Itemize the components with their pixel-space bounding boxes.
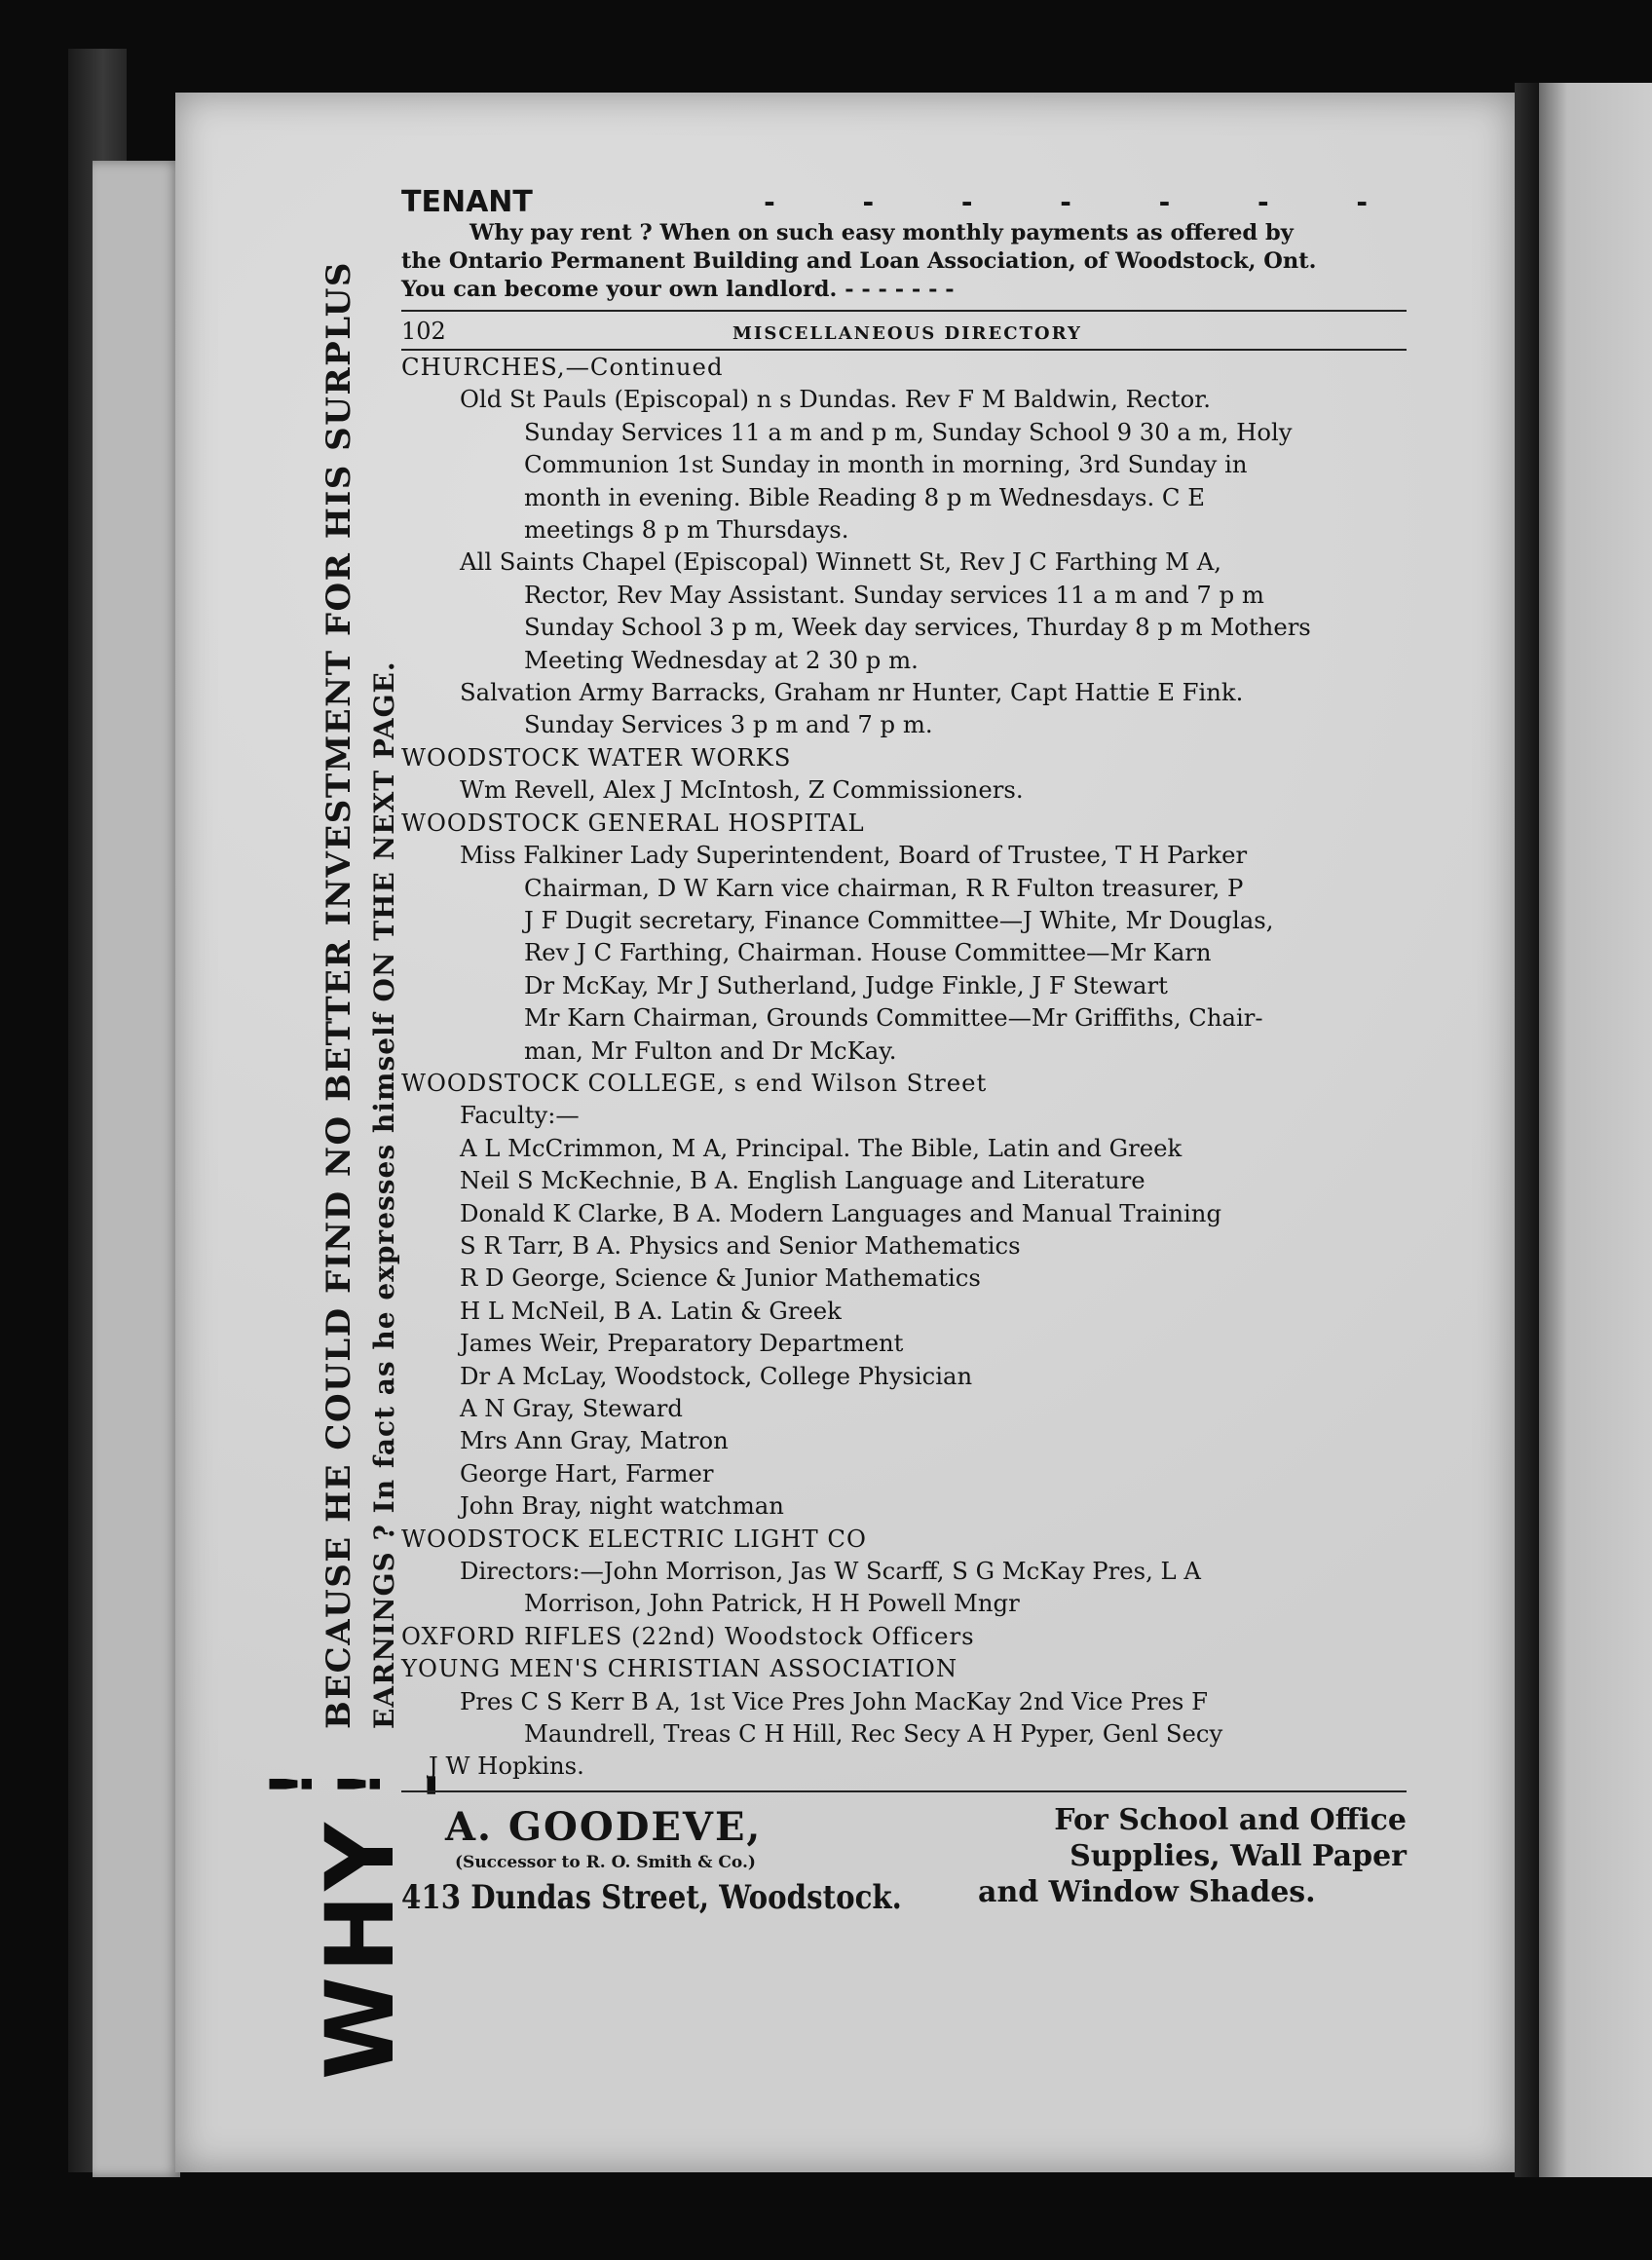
tenant-heading: TENANT xyxy=(401,185,533,219)
directory-heading: OXFORD RIFLES (22nd) Woodstock Officers xyxy=(401,1621,975,1650)
directory-line: Wm Revell, Alex J McIntosh, Z Commissioners. xyxy=(460,775,1024,805)
page-number: 102 xyxy=(401,318,446,345)
running-head-title: MISCELLANEOUS DIRECTORY xyxy=(732,323,1082,344)
directory-line: Pres C S Kerr B A, 1st Vice Pres John MacKay 2nd Vice Pres F xyxy=(460,1686,1208,1715)
directory-listing xyxy=(401,351,1407,1783)
directory-line: Communion 1st Sunday in month in morning, 3rd Sunday in xyxy=(524,450,1248,479)
directory-line: Rev J C Farthing, Chairman. House Committee—Mr Karn xyxy=(524,938,1212,967)
directory-line: Salvation Army Barracks, Graham nr Hunter, Capt Hattie E Fink. xyxy=(460,678,1244,707)
tenant-line-1: Why pay rent ? When on such easy monthly payments as offered by xyxy=(469,220,1294,245)
directory-heading: WOODSTOCK GENERAL HOSPITAL xyxy=(401,808,865,837)
main-column xyxy=(401,185,1407,1939)
directory-line: Mr Karn Chairman, Grounds Committee—Mr Griffiths, Chair- xyxy=(524,1003,1263,1033)
ad-offer-line-1: For School and Office xyxy=(1054,1802,1407,1837)
tenant-ad-body xyxy=(401,219,1407,304)
directory-line: Rector, Rev May Assistant. Sunday services 11 a m and 7 p m xyxy=(524,580,1264,609)
ad-offer-line-2: Supplies, Wall Paper xyxy=(1070,1838,1407,1873)
directory-line: meetings 8 p m Thursdays. xyxy=(524,515,849,545)
side-ad-line-2: EARNINGS ? In fact as he expresses himself ON THE NEXT PAGE. xyxy=(368,660,400,1729)
directory-line: Neil S McKechnie, B A. English Language and Literature xyxy=(460,1166,1145,1195)
tenant-line-2: the Ontario Permanent Building and Loan Association, of Woodstock, Ont. xyxy=(401,248,1317,274)
directory-line: Sunday Services 11 a m and p m, Sunday School 9 30 a m, Holy xyxy=(524,417,1293,446)
directory-line: Donald K Clarke, B A. Modern Languages and Manual Training xyxy=(460,1198,1221,1227)
directory-line: George Hart, Farmer xyxy=(460,1458,714,1488)
directory-line: Mrs Ann Gray, Matron xyxy=(460,1426,729,1455)
directory-line: Faculty:— xyxy=(460,1101,580,1130)
page-edge xyxy=(93,161,180,2177)
directory-heading: WOODSTOCK ELECTRIC LIGHT CO xyxy=(401,1524,867,1553)
ad-offer-line-3: and Window Shades. xyxy=(978,1874,1316,1909)
directory-line: Old St Pauls (Episcopal) n s Dundas. Rev F M Baldwin, Rector. xyxy=(460,385,1211,414)
directory-line: James Weir, Preparatory Department xyxy=(460,1329,904,1358)
ad-offer xyxy=(968,1802,1407,1910)
directory-line: Directors:—John Morrison, Jas W Scarff, S G McKay Pres, L A xyxy=(460,1557,1201,1586)
directory-line: Chairman, D W Karn vice chairman, R R Fulton treasurer, P xyxy=(524,873,1244,902)
directory-line: J W Hopkins. xyxy=(429,1752,584,1781)
side-ad-text xyxy=(315,261,406,1729)
directory-heading: WOODSTOCK WATER WORKS xyxy=(401,742,792,772)
directory-line: Miss Falkiner Lady Superintendent, Board of Trustee, T H Parker xyxy=(460,841,1248,870)
directory-heading: YOUNG MEN'S CHRISTIAN ASSOCIATION xyxy=(401,1654,958,1683)
ad-address: 413 Dundas Street, Woodstock. xyxy=(401,1877,902,1917)
directory-line: Sunday Services 3 p m and 7 p m. xyxy=(524,710,933,739)
directory-line: man, Mr Fulton and Dr McKay. xyxy=(524,1036,897,1065)
directory-line: A N Gray, Steward xyxy=(460,1394,683,1422)
directory-line: S R Tarr, B A. Physics and Senior Mathematics xyxy=(460,1230,1021,1260)
directory-line: J F Dugit secretary, Finance Committee—J White, Mr Douglas, xyxy=(524,905,1274,934)
directory-line: Sunday School 3 p m, Week day services, Thurday 8 p m Mothers xyxy=(524,613,1311,642)
side-ad-why: WHY xyxy=(306,1819,415,2080)
directory-line: R D George, Science & Junior Mathematics xyxy=(460,1263,981,1293)
directory-line: Morrison, John Patrick, H H Powell Mngr xyxy=(524,1589,1020,1618)
goodeve-advertisement xyxy=(401,1792,1407,1939)
directory-heading: WOODSTOCK COLLEGE, s end Wilson Street xyxy=(401,1068,988,1097)
directory-line: Dr A McLay, Woodstock, College Physician xyxy=(460,1361,973,1390)
side-ad-marks: ! ! - xyxy=(258,1770,463,1797)
directory-line: All Saints Chapel (Episcopal) Winnett St, Rev J C Farthing M A, xyxy=(460,547,1222,577)
ad-business-name: A. GOODEVE, xyxy=(445,1803,763,1850)
tenant-line-3: You can become your own landlord. - - - - - - - xyxy=(401,277,955,302)
directory-line: Maundrell, Treas C H Hill, Rec Secy A H Pyper, Genl Secy xyxy=(524,1719,1223,1749)
ad-successor-note: (Successor to R. O. Smith & Co.) xyxy=(455,1852,756,1872)
directory-line: John Bray, night watchman xyxy=(460,1491,784,1521)
directory-line: H L McNeil, B A. Latin & Greek xyxy=(460,1296,842,1325)
directory-heading: CHURCHES,—Continued xyxy=(401,353,724,381)
tenant-ad-header xyxy=(401,185,1407,219)
directory-line: month in evening. Bible Reading 8 p m Wednesdays. C E xyxy=(524,482,1205,511)
adjacent-page xyxy=(1539,83,1652,2177)
directory-line: A L McCrimmon, M A, Principal. The Bible, Latin and Greek xyxy=(460,1133,1183,1162)
directory-line: Meeting Wednesday at 2 30 p m. xyxy=(524,645,919,674)
running-head xyxy=(401,312,1407,351)
side-ad-line-1: BECAUSE HE COULD FIND NO BETTER INVESTMENT FOR HIS SURPLUS xyxy=(319,261,358,1729)
directory-line: Dr McKay, Mr J Sutherland, Judge Finkle, J F Stewart xyxy=(524,970,1168,999)
tenant-dots: - - - - - - - xyxy=(764,186,1407,218)
